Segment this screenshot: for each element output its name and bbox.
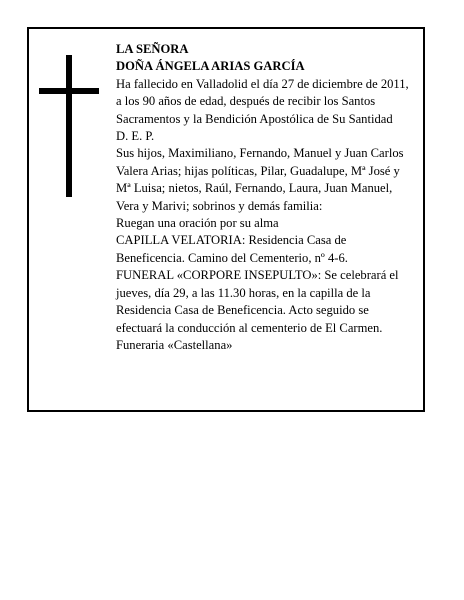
family-list: Sus hijos, Maximiliano, Fernando, Manuel y Juan Carlos Valera Arias; hijas políticas, Pilar, Guadalupe, Mª José y Mª Luisa; nietos, Raúl, Fernando, Laura, Juan Manuel, Vera y Marivi; sobrinos y demás familia:: [116, 146, 404, 213]
funeral-info: FUNERAL «CORPORE INSEPULTO»: Se celebrará el jueves, día 29, a las 11.30 horas, en la capilla de la Residencia Casa de Beneficencia. Acto seguido se efectuará la conducción al cementerio de El Carmen.: [116, 268, 399, 335]
funeral-home: Funeraria «Castellana»: [116, 337, 233, 352]
notice-honorific: LA SEÑORA: [116, 42, 189, 56]
notice-body: [116, 41, 416, 354]
prayer-request: Ruegan una oración por su alma: [116, 216, 279, 231]
deceased-name: DOÑA ÁNGELA ARIAS GARCÍA: [116, 59, 305, 74]
dep-line: D. E. P.: [116, 129, 155, 144]
cross-icon: [39, 55, 99, 197]
chapel-info: CAPILLA VELATORIA: Residencia Casa de Beneficencia. Camino del Cementerio, nº 4-6.: [116, 233, 348, 265]
cross-vertical-bar: [66, 55, 72, 197]
obituary-notice: [27, 27, 425, 412]
cross-horizontal-bar: [39, 88, 99, 94]
death-statement: Ha fallecido en Valladolid el día 27 de diciembre de 2011, a los 90 años de edad, después de recibir los Santos Sacramentos y la Bendición Apostólica de Su Santidad: [116, 76, 409, 126]
